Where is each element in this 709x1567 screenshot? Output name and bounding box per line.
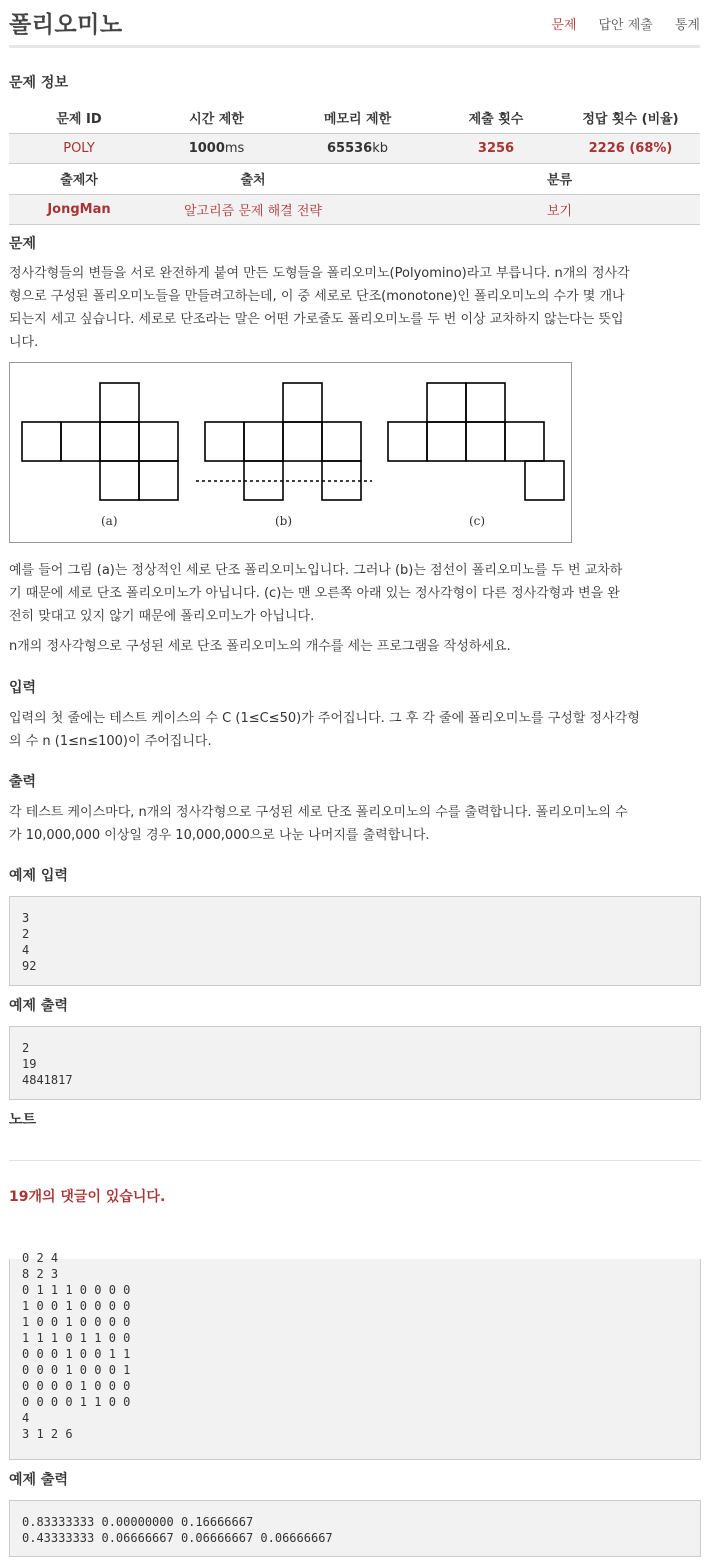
output-description [9, 801, 701, 847]
col-memory-limit: 메모리 제한 [284, 102, 431, 133]
square [139, 422, 178, 461]
overlay-sample-input-box[interactable] [9, 1251, 701, 1460]
statement-line: 되는지 세고 싶습니다. 세로로 단조라는 말은 어떤 가로줄도 폴리오미노를 두 번 이상 교차하지 않는다는 뜻입 [9, 312, 624, 327]
overlay-input-text: 0 2 4 8 2 3 0 1 1 1 0 0 0 0 1 0 0 1 0 0 0 0 1 0 0 1 0 0 0 0 1 1 1 0 1 1 0 0 0 0 0 1 0 0 1 1 0 0 0 1 0 0 0 1 0 0 0 0 1 0 0 0 0 0 0 0 1 1 0 0 4 3 1 2 6 [22, 1251, 131, 1441]
square [205, 422, 244, 461]
square [525, 461, 564, 500]
page-header [9, 0, 700, 48]
page-title: 폴리오미노 [9, 12, 123, 38]
square [22, 422, 61, 461]
sample-output-box[interactable]: 2 19 4841817 [9, 1026, 701, 1100]
time-limit-value: 1000 [188, 140, 225, 156]
statement-paragraph-2 [9, 559, 701, 628]
square [427, 422, 466, 461]
source-link[interactable]: 알고리즘 문제 해결 전략 [149, 194, 357, 224]
problem-info-table [9, 102, 700, 164]
memory-limit-unit: kb [372, 140, 388, 156]
col-source: 출처 [149, 163, 357, 194]
tab-problem[interactable]: 문제 [551, 18, 577, 33]
col-accepted: 정답 횟수 (비율) [561, 102, 700, 133]
accepted-count[interactable]: 2226 (68%) [561, 133, 700, 163]
time-limit-unit: ms [224, 140, 245, 156]
square [283, 383, 322, 422]
author-link[interactable]: JongMan [9, 194, 149, 224]
col-time-limit: 시간 제한 [149, 102, 284, 133]
square [466, 422, 505, 461]
statement-heading: 문제 [9, 236, 37, 252]
output-line: 각 테스트 케이스마다, n개의 정사각형으로 구성된 세로 단조 폴리오미노의 수를 출력합니다. 폴리오미노의 수 [9, 805, 628, 820]
polyomino-figure [9, 362, 572, 543]
comment-count-link[interactable]: 19개의 댓글이 있습니다. [9, 1189, 166, 1205]
category-toggle[interactable]: 보기 [357, 194, 700, 224]
square [100, 422, 139, 461]
output-heading: 출력 [9, 774, 37, 790]
figure-label-c: (c) [469, 514, 486, 528]
statement-line: 전히 맞대고 있지 않기 때문에 폴리오미노가 아닙니다. [9, 609, 315, 624]
input-heading: 입력 [9, 680, 37, 696]
sample-input-heading: 예제 입력 [9, 868, 68, 884]
square [244, 422, 283, 461]
statement-paragraph-3: n개의 정사각형으로 구성된 세로 단조 폴리오미노의 개수를 세는 프로그램을 작성하세요. [9, 639, 511, 654]
square [61, 422, 100, 461]
square [388, 422, 427, 461]
overlay-output-heading: 예제 출력 [9, 1472, 68, 1488]
square [427, 383, 466, 422]
polyomino-diagram [10, 363, 571, 542]
square [283, 422, 322, 461]
note-heading: 노트 [9, 1112, 37, 1128]
sample-output-heading: 예제 출력 [9, 998, 68, 1014]
figure-label-a: (a) [101, 514, 118, 528]
submission-count[interactable]: 3256 [431, 133, 561, 163]
time-limit [149, 133, 284, 163]
problem-meta-table [9, 163, 700, 225]
output-line: 가 10,000,000 이상일 경우 10,000,000으로 나눈 나머지를 출력합니다. [9, 828, 430, 843]
sample-input-box[interactable]: 3 2 4 92 [9, 896, 701, 986]
memory-limit [284, 133, 431, 163]
overlay-sample-output-box[interactable]: 0.83333333 0.00000000 0.16666667 0.43333333 0.06666667 0.06666667 0.06666667 [9, 1500, 701, 1557]
input-line: 의 수 n (1≤n≤100)이 주어집니다. [9, 734, 212, 749]
problem-nav [551, 14, 700, 33]
figure-label-b: (b) [275, 514, 293, 528]
tab-stats[interactable]: 통계 [674, 18, 700, 33]
square [466, 383, 505, 422]
col-submissions: 제출 횟수 [431, 102, 561, 133]
square [322, 422, 361, 461]
col-author: 출제자 [9, 163, 149, 194]
square [139, 461, 178, 500]
statement-line: 니다. [9, 335, 39, 350]
memory-limit-value: 65536 [326, 140, 373, 156]
divider [9, 1160, 701, 1161]
input-line: 입력의 첫 줄에는 테스트 케이스의 수 C (1≤C≤50)가 주어집니다. 그 후 각 줄에 폴리오미노를 구성할 정사각형 [9, 711, 640, 726]
problem-info-heading: 문제 정보 [9, 75, 68, 91]
square [100, 461, 139, 500]
problem-id: POLY [9, 133, 149, 163]
statement-paragraph-1 [9, 262, 701, 354]
statement-line: 예를 들어 그림 (a)는 정상적인 세로 단조 폴리오미노입니다. 그러나 (b)는 점선이 폴리오미노를 두 번 교차하 [9, 563, 623, 578]
statement-line: 정사각형들의 변들을 서로 완전하게 붙여 만든 도형들을 폴리오미노(Polyomino)라고 부릅니다. n개의 정사각 [9, 266, 630, 281]
col-problem-id: 문제 ID [9, 102, 149, 133]
statement-line: 형으로 구성된 폴리오미노들을 만들려고하는데, 이 중 세로로 단조(monotone)인 폴리오미노의 수가 몇 개나 [9, 289, 625, 304]
square [100, 383, 139, 422]
input-description [9, 707, 701, 753]
col-category: 분류 [357, 163, 700, 194]
statement-line: 기 때문에 세로 단조 폴리오미노가 아닙니다. (c)는 맨 오른쪽 아래 있는 정사각형이 다른 정사각형과 변을 완 [9, 586, 620, 601]
tab-submit[interactable]: 답안 제출 [598, 18, 653, 33]
square [505, 422, 544, 461]
